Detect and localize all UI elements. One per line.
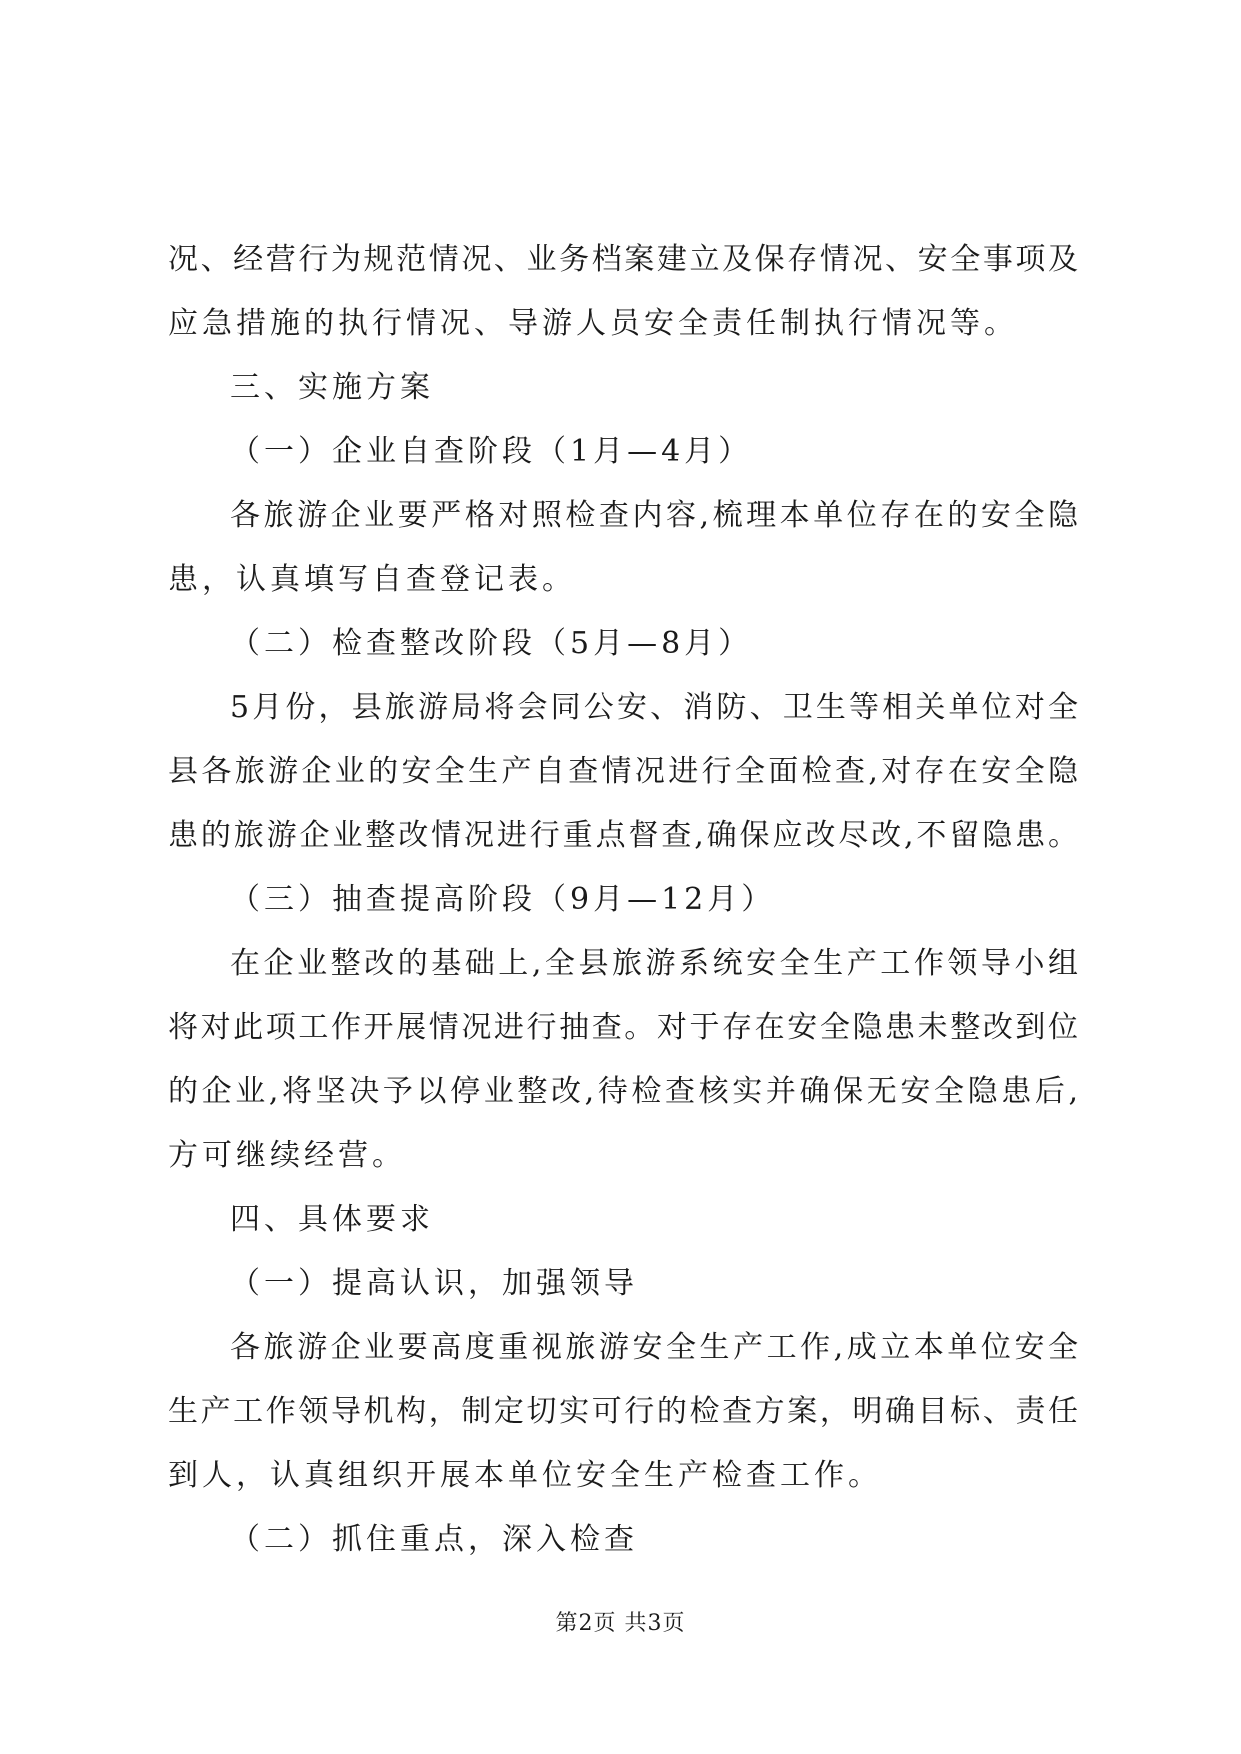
document-body xyxy=(168,228,1078,1572)
body-text-line: 生产工作领导机构，制定切实可行的检查方案，明确目标、责任 xyxy=(168,1394,1078,1429)
body-text-line: 县各旅游企业的安全生产自查情况进行全面检查,对存在安全隐 xyxy=(168,754,1078,789)
body-text-line: 患，认真填写自查登记表。 xyxy=(168,562,576,597)
paragraph-first-line: 各旅游企业要高度重视旅游安全生产工作,成立本单位安全 xyxy=(230,1330,1078,1365)
body-text-line: 方可继续经营。 xyxy=(168,1138,406,1173)
subsection-heading: （二）检查整改阶段（5月—8月） xyxy=(230,626,753,661)
subsection-heading: （一）企业自查阶段（1月—4月） xyxy=(230,434,753,469)
paragraph-first-line: 各旅游企业要严格对照检查内容,梳理本单位存在的安全隐 xyxy=(230,498,1078,533)
paragraph-first-line: 5月份，县旅游局将会同公安、消防、卫生等相关单位对全 xyxy=(230,690,1078,725)
section-heading: 三、实施方案 xyxy=(230,370,434,405)
body-text-line: 况、经营行为规范情况、业务档案建立及保存情况、安全事项及 xyxy=(168,242,1078,277)
subsection-heading: （三）抽查提高阶段（9月—12月） xyxy=(230,882,776,917)
page-number-footer: 第2页 共3页 xyxy=(555,1611,686,1636)
body-text-line: 将对此项工作开展情况进行抽查。对于存在安全隐患未整改到位 xyxy=(168,1010,1078,1045)
body-text-line: 应急措施的执行情况、导游人员安全责任制执行情况等。 xyxy=(168,306,1018,341)
subsection-heading: （一）提高认识，加强领导 xyxy=(230,1266,638,1301)
subsection-heading: （二）抓住重点，深入检查 xyxy=(230,1522,638,1557)
section-heading: 四、具体要求 xyxy=(230,1202,434,1237)
paragraph-first-line: 在企业整改的基础上,全县旅游系统安全生产工作领导小组 xyxy=(230,946,1078,981)
body-text-line: 到人，认真组织开展本单位安全生产检查工作。 xyxy=(168,1458,882,1493)
body-text-line: 患的旅游企业整改情况进行重点督查,确保应改尽改,不留隐患。 xyxy=(168,818,1078,853)
body-text-line: 的企业,将坚决予以停业整改,待检查核实并确保无安全隐患后, xyxy=(168,1074,1078,1109)
